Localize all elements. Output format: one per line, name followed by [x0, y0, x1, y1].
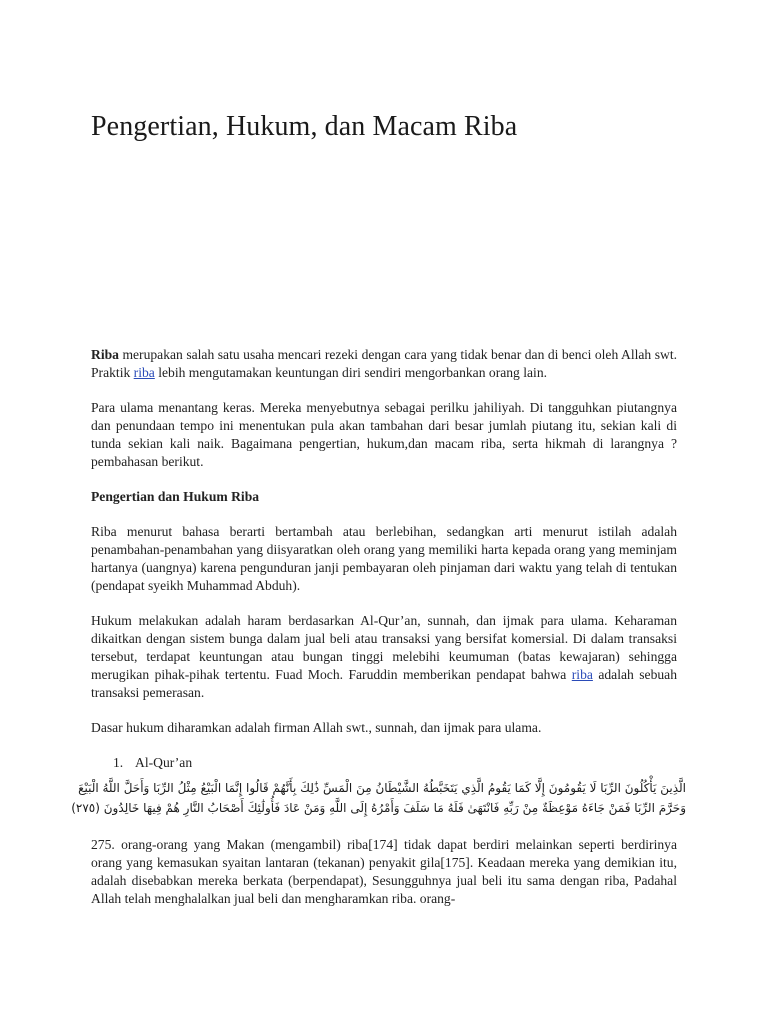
intro-text-a: merupakan salah satu usaha mencari rezeki dengan cara yang tidak benar dan di benci oleh Allah swt. Praktik [91, 347, 677, 380]
intro-text-b: lebih mengutamakan keuntungan diri sendiri mengorbankan orang lain. [154, 365, 548, 380]
list-label: Al-Qur’an [135, 755, 193, 770]
riba-link[interactable]: riba [133, 365, 155, 380]
paragraph-translation: 275. orang-orang yang Makan (mengambil) riba[174] tidak dapat berdiri melainkan seperti berdirinya orang yang kemasukan syaitan lantaran (tekanan) penyakit gila[175]. Keadaan mereka yang demikian itu, adalah disebabkan mereka berkata (berpendapat), Sesungguhnya jual beli itu sama dengan riba, Padahal Allah telah menghalalkan jual beli dan mengharamkan riba. orang- [91, 837, 677, 906]
paragraph-definition: Riba menurut bahasa berarti bertambah atau berlebihan, sedangkan arti menurut istilah adalah penambahan-penambahan yang diisyaratkan oleh orang yang memiliki harta kepada orang yang meminjam hartanya (uangnya) karena pengunduran janji pembayaran oleh pinjaman dari waktu yang telah di tentukan (pendapat syeikh Muhammad Abduh). [91, 524, 677, 593]
document-body [71, 346, 686, 908]
verse-line-2: وَحَرَّمَ الرِّبَا فَمَنْ جَاءَهُ مَوْعِظَةٌ مِنْ رَبِّهِ فَانْتَهَىٰ فَلَهُ مَا سَلَفَ وَأَمْرُهُ إِلَى اللَّهِ وَمَنْ عَادَ فَأُولَٰئِكَ أَصْحَابُ النَّارِ هُمْ فِيهَا خَالِدُونَ (٢٧٥) [71, 801, 686, 815]
quran-verse [71, 778, 686, 818]
intro-term: Riba [91, 347, 119, 362]
verse-line-1: الَّذِينَ يَأْكُلُونَ الرِّبَا لَا يَقُومُونَ إِلَّا كَمَا يَقُومُ الَّذِي يَتَخَبَّطُهُ الشَّيْطَانُ مِنَ الْمَسِّ ذَٰلِكَ بِأَنَّهُمْ قَالُوا إِنَّمَا الْبَيْعُ مِثْلُ الرِّبَا وَأَحَلَّ اللَّهُ الْبَيْعَ [78, 781, 686, 795]
page-title: Pengertian, Hukum, dan Macam Riba [91, 111, 518, 142]
intro-paragraph [91, 346, 677, 382]
paragraph-ulama: Para ulama menantang keras. Mereka menyebutnya sebagai perilku jahiliyah. Di tangguhkan piutangnya dan penundaan tempo ini menentukan pula akan tambahan dari besar jumlah piutang itu, sekian kali di tunda sekian kali naik. Bagaimana pengertian, hukum,dan macam riba, serta hikmah di larangnya ? pembahasan berikut. [91, 400, 677, 469]
hukum-text-b: adalah sebuah transaksi pemerasan. [91, 667, 677, 700]
section-heading: Pengertian dan Hukum Riba [91, 489, 260, 504]
list-item [91, 754, 677, 772]
list-number: 1. [113, 755, 124, 770]
hukum-text-a: Hukum melakukan adalah haram berdasarkan Al-Qur’an, sunnah, dan ijmak para ulama. Keharaman dikaitkan dengan sistem bunga dalam jual beli atau transaksi yang bersifat komersial. Di dalam transaksi tersebut, terdapat keuntungan atau bungan tinggi melebihi keumuman (batas kewajaran) sehingga merugikan pihak-pihak tertentu. Fuad Moch. Faruddin memberikan pendapat bahwa [91, 613, 677, 682]
riba-link-2[interactable]: riba [571, 667, 593, 682]
paragraph-hukum [91, 612, 677, 702]
paragraph-dasar-hukum: Dasar hukum diharamkan adalah firman Allah swt., sunnah, dan ijmak para ulama. [91, 720, 542, 735]
translation-clip [91, 836, 677, 908]
